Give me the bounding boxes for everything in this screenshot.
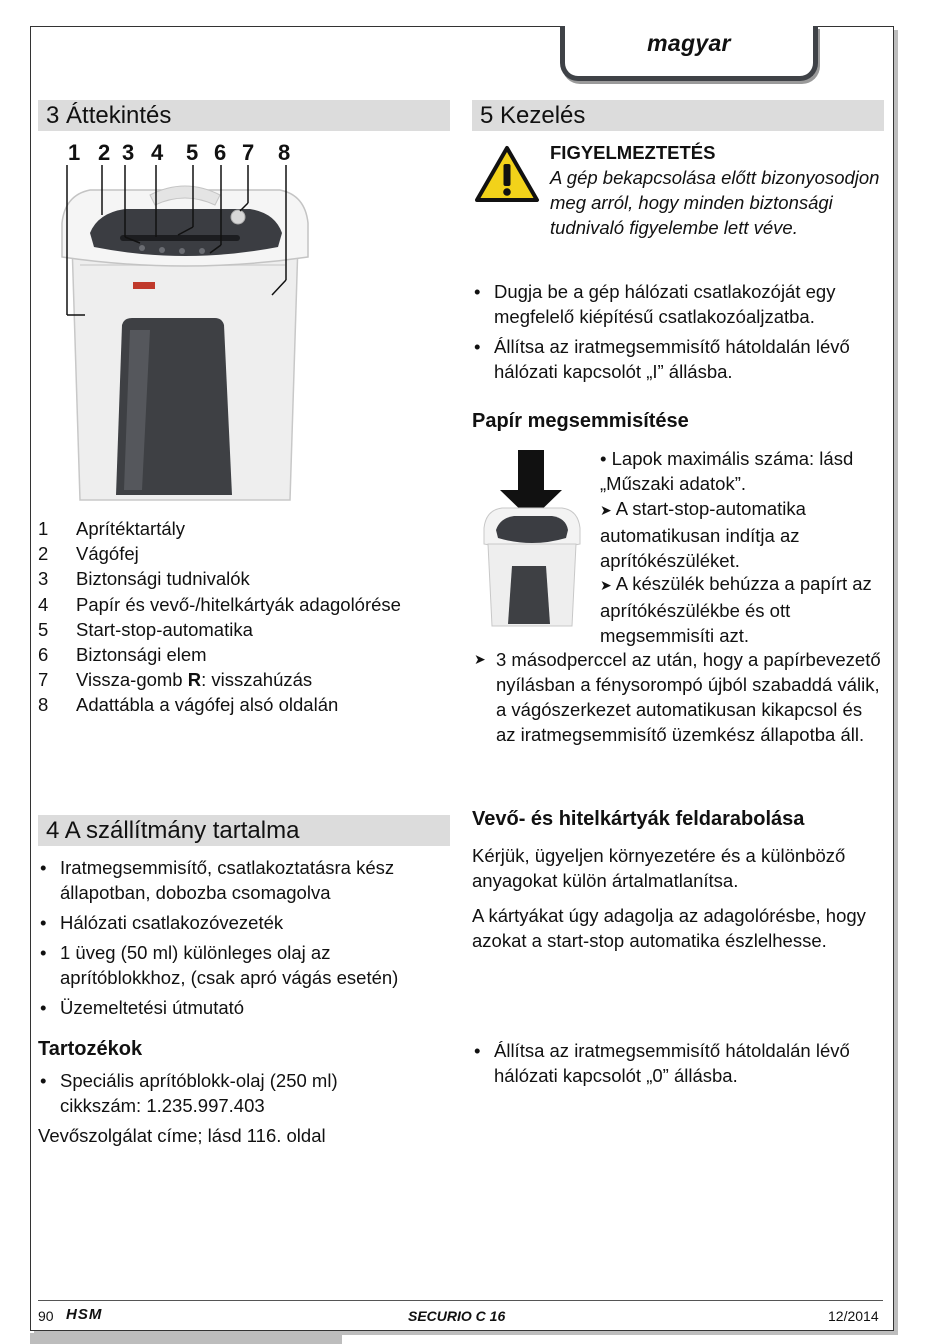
language-tab: [560, 26, 818, 81]
footer-divider: [38, 1300, 883, 1301]
list-item: • Állítsa az iratmegsemmisítő hátoldalán lévő hálózati kapcsolót „0” állásba.: [472, 1038, 884, 1088]
section-3-heading: 3 Áttekintés: [38, 100, 450, 131]
footer-gray-bar: [30, 1333, 342, 1344]
callout-2: 2: [98, 140, 111, 165]
arrow-right-icon: ➤: [600, 577, 612, 593]
accessories-list: [38, 1068, 408, 1118]
callout-3: 3: [122, 140, 135, 165]
paper-arrow-step-2: ➤ A készülék behúzza a papírt az aprítókészülékbe és ott megsemmisíti azt.: [600, 573, 872, 646]
operation-steps-list: [472, 279, 884, 389]
list-item: 6 Biztonsági elem: [38, 644, 207, 666]
list-item: 3 Biztonsági tudnivalók: [38, 568, 250, 590]
paper-max-sheets: • Lapok maximális száma: lásd „Műszaki adatok”.: [600, 448, 854, 494]
callout-5: 5: [186, 140, 199, 165]
callout-4: 4: [151, 140, 164, 165]
paper-feed-illustration: [472, 448, 592, 628]
list-item: • Üzemeltetési útmutató: [38, 995, 450, 1020]
cards-paragraph-1: Kérjük, ügyeljen környezetére és a különböző anyagokat külön ártalmatlanítsa.: [472, 845, 846, 891]
overview-parts-list: [38, 516, 458, 718]
footer-date: 12/2014: [828, 1308, 879, 1324]
callout-8: 8: [278, 140, 291, 165]
brand-logo: HSM: [66, 1306, 103, 1323]
model-name: SECURIO C 16: [408, 1308, 506, 1324]
language-label: magyar: [647, 30, 731, 56]
paper-arrow-step-3: ➤ 3 másodperccel az után, hogy a papírbevezető nyílásban a fénysorompó újból szabaddá válik, a vágószerkezet automatikusan kikapcsol és az iratmegsemmisítő üzemkész állapotba áll.: [474, 649, 881, 745]
cards-paragraph-2: A kártyákat úgy adagolja az adagolórésbe, hogy azokat a start-stop automatika észlelhesse.: [472, 905, 866, 951]
switch-off-step: [472, 1038, 884, 1088]
list-item: • Dugja be a gép hálózati csatlakozóját egy megfelelő kiépítésű csatlakozóaljzatba.: [472, 279, 884, 329]
list-item: 5 Start-stop-automatika: [38, 618, 253, 640]
arrow-right-icon: ➤: [474, 651, 486, 667]
list-item: 4 Papír és vevő-/hitelkártyák adagolórése: [38, 593, 401, 615]
list-item: • Hálózati csatlakozóvezeték: [38, 910, 450, 935]
paper-shredding-heading: Papír megsemmisítése: [472, 410, 689, 432]
delivery-contents-list: [38, 855, 450, 1025]
list-item: • 1 üveg (50 ml) különleges olaj az aprítóblokkhoz, (csak apró vágás esetén): [38, 940, 450, 990]
cards-heading: Vevő- és hitelkártyák feldarabolása: [472, 808, 805, 830]
list-item: • Speciális aprítóblokk-olaj (250 ml) cikkszám: 1.235.997.403: [38, 1068, 408, 1118]
list-item: 2 Vágófej: [38, 543, 139, 565]
callout-7: 7: [242, 140, 255, 165]
warning-icon: [474, 144, 540, 204]
callout-6: 6: [214, 140, 227, 165]
list-item: • Állítsa az iratmegsemmisítő hátoldalán lévő hálózati kapcsolót „I” állásba.: [472, 334, 884, 384]
list-item: 8 Adattábla a vágófej alsó oldalán: [38, 694, 339, 716]
section-5-heading: 5 Kezelés: [472, 100, 884, 131]
callout-1: 1: [68, 140, 81, 165]
arrow-right-icon: ➤: [600, 502, 612, 518]
accessories-heading: Tartozékok: [38, 1038, 143, 1060]
shredder-overview-illustration: [50, 165, 320, 505]
list-item: • Iratmegsemmisítő, csatlakoztatásra kész állapotban, dobozba csomagolva: [38, 855, 450, 905]
section-4-heading: 4 A szállítmány tartalma: [38, 815, 450, 846]
list-item: 1 Aprítéktartály: [38, 518, 185, 539]
page-number: 90: [38, 1308, 54, 1324]
list-item: 7 Vissza-gomb R: visszahúzás: [38, 669, 313, 691]
warning-title: FIGYELMEZTETÉS: [550, 142, 716, 163]
paper-arrow-step-1: ➤ A start-stop-automatika automatikusan indítja az aprítókészüléket.: [600, 498, 806, 571]
service-note: Vevőszolgálat címe; lásd 116. oldal: [38, 1125, 326, 1146]
warning-text: A gép bekapcsolása előtt bizonyosodjon meg arról, hogy minden biztonsági tudnivaló figyelembe lett véve.: [550, 167, 880, 238]
